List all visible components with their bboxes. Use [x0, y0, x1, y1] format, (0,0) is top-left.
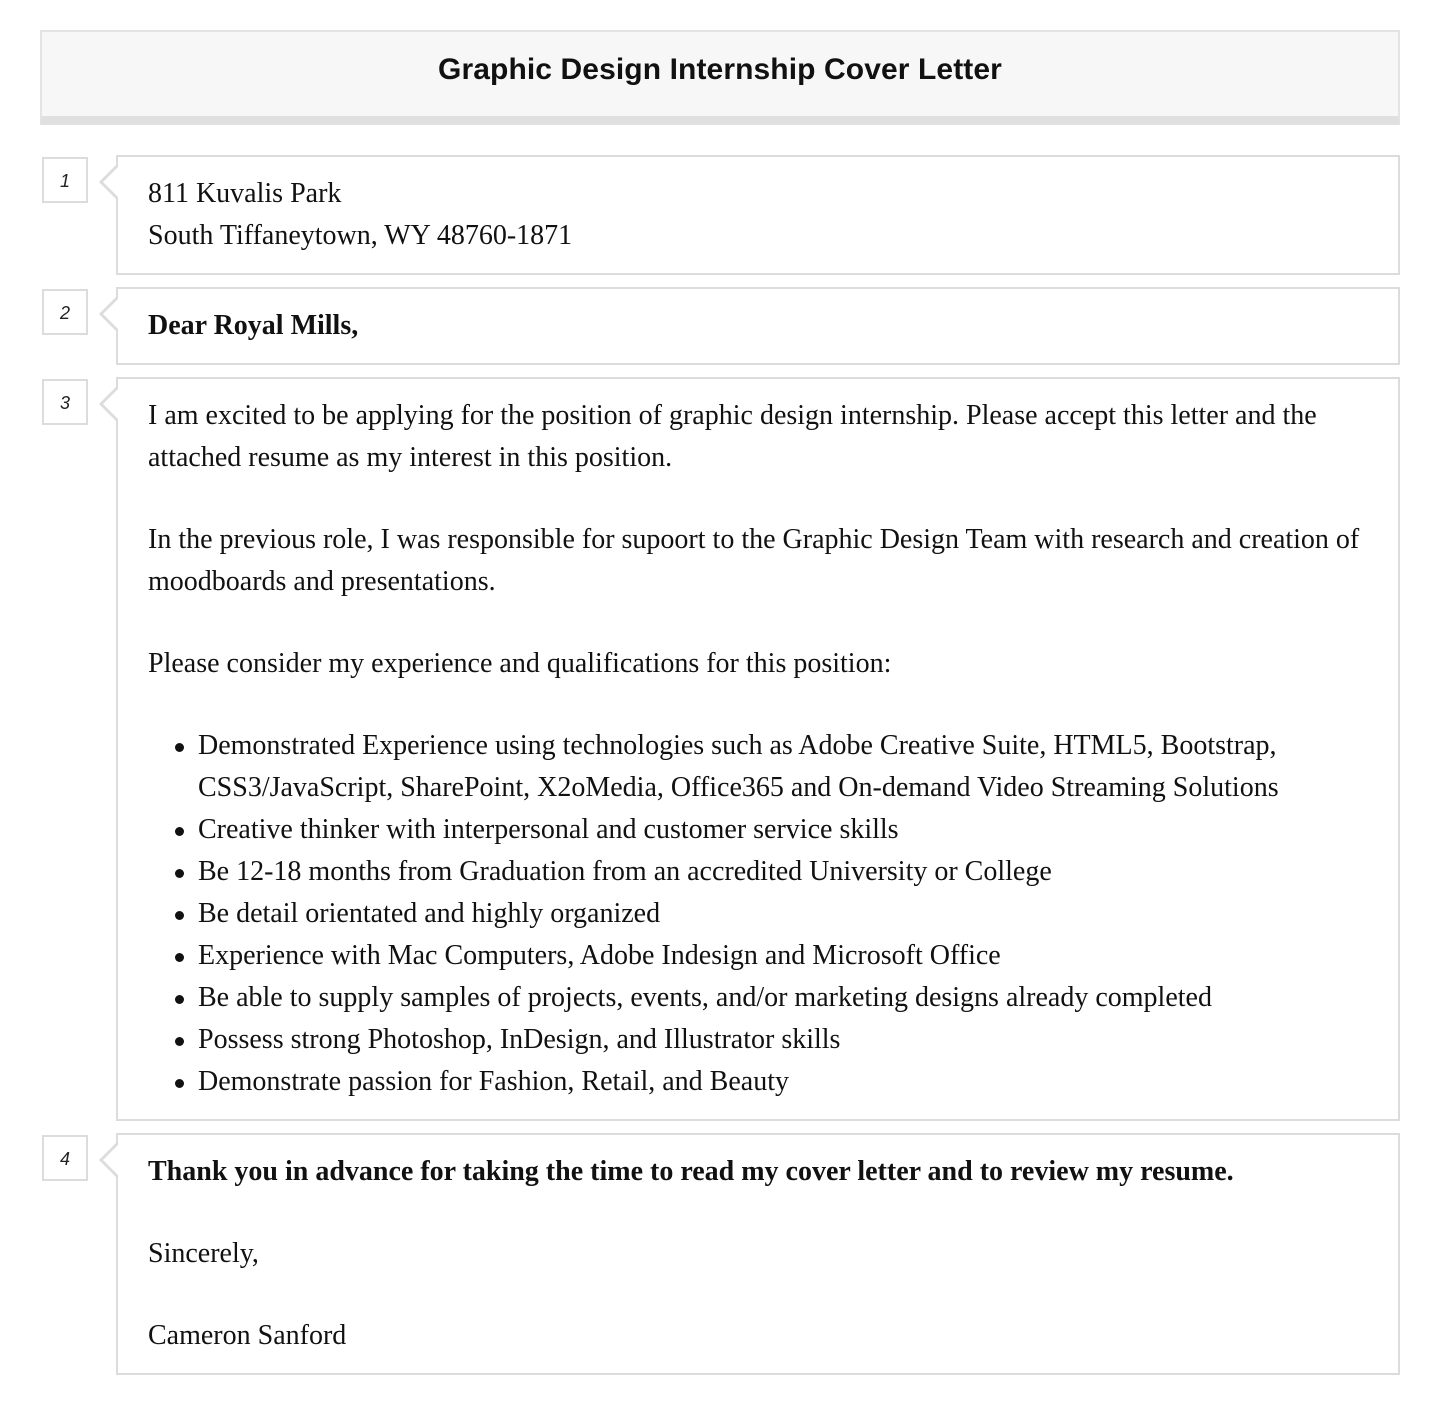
- section-number: 2: [42, 289, 88, 335]
- previous-role-paragraph: In the previous role, I was responsible for supoort to the Graphic Design Team with research and creation of moodboards and presentations.: [148, 524, 1360, 597]
- list-item: Be detail orientated and highly organized: [198, 893, 1368, 935]
- list-item: Demonstrate passion for Fashion, Retail, and Beauty: [198, 1061, 1368, 1103]
- title-bar: [40, 30, 1400, 125]
- list-item: Be able to supply samples of projects, events, and/or marketing designs already completed: [198, 977, 1368, 1019]
- list-item: Demonstrated Experience using technologies such as Adobe Creative Suite, HTML5, Bootstrap, CSS3/JavaScript, SharePoint, X2oMedia, Office365 and On-demand Video Streaming Solutions: [198, 725, 1368, 809]
- closing-card: [116, 1133, 1400, 1375]
- qualifications-list: [148, 725, 1368, 1103]
- section-number: 3: [42, 379, 88, 425]
- address-line-1: 811 Kuvalis Park: [148, 178, 342, 209]
- closing-line: Sincerely,: [148, 1238, 259, 1269]
- list-item: Possess strong Photoshop, InDesign, and Illustrator skills: [198, 1019, 1368, 1061]
- section-number: 1: [42, 157, 88, 203]
- cover-letter-page: [40, 30, 1400, 1351]
- address-card: [116, 155, 1400, 275]
- page-title: Graphic Design Internship Cover Letter: [438, 53, 1002, 86]
- section-number: 4: [42, 1135, 88, 1181]
- signature: Cameron Sanford: [148, 1320, 347, 1351]
- list-item: Creative thinker with interpersonal and customer service skills: [198, 809, 1368, 851]
- body-card: [116, 377, 1400, 1121]
- list-item: Experience with Mac Computers, Adobe Indesign and Microsoft Office: [198, 935, 1368, 977]
- intro-paragraph: I am excited to be applying for the position of graphic design internship. Please accept this letter and the attached resume as my interest in this position.: [148, 400, 1317, 473]
- salutation: Dear Royal Mills,: [148, 310, 359, 341]
- thanks-paragraph: Thank you in advance for taking the time to read my cover letter and to review my resume.: [148, 1156, 1234, 1187]
- address-line-2: South Tiffaneytown, WY 48760-1871: [148, 220, 573, 251]
- list-item: Be 12-18 months from Graduation from an accredited University or College: [198, 851, 1368, 893]
- salutation-card: [116, 287, 1400, 365]
- consider-paragraph: Please consider my experience and qualifications for this position:: [148, 648, 892, 679]
